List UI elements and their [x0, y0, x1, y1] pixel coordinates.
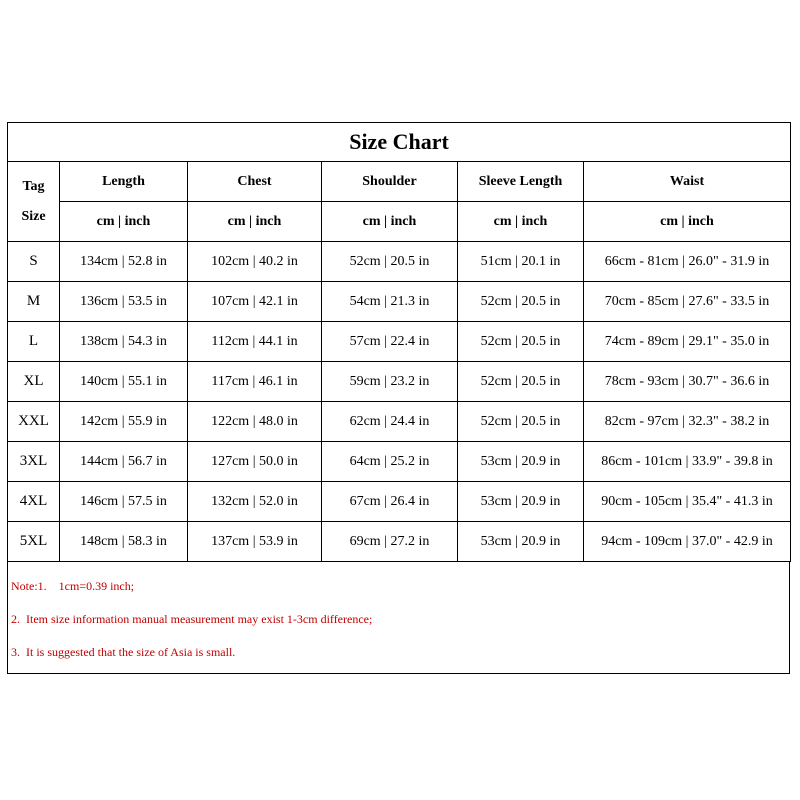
shoulder-cell: 54cm | 21.3 in — [322, 282, 458, 322]
length-cell: 136cm | 53.5 in — [60, 282, 188, 322]
length-cell: 142cm | 55.9 in — [60, 402, 188, 442]
title-row — [8, 123, 791, 162]
sleeve-length-cell: 52cm | 20.5 in — [458, 322, 584, 362]
column-header-length: Length — [60, 162, 188, 202]
size-label: XXL — [8, 402, 60, 442]
unit-label: cm | inch — [60, 202, 188, 242]
shoulder-cell: 62cm | 24.4 in — [322, 402, 458, 442]
length-cell: 138cm | 54.3 in — [60, 322, 188, 362]
unit-label: cm | inch — [188, 202, 322, 242]
waist-cell: 78cm - 93cm | 30.7" - 36.6 in — [584, 362, 791, 402]
sleeve-length-cell: 51cm | 20.1 in — [458, 242, 584, 282]
notes-section — [7, 562, 790, 674]
table-row — [8, 482, 791, 522]
sleeve-length-cell: 52cm | 20.5 in — [458, 402, 584, 442]
table-row — [8, 242, 791, 282]
sleeve-length-cell: 53cm | 20.9 in — [458, 442, 584, 482]
column-header-waist: Waist — [584, 162, 791, 202]
waist-cell: 66cm - 81cm | 26.0" - 31.9 in — [584, 242, 791, 282]
size-chart — [7, 122, 790, 674]
column-header-shoulder: Shoulder — [322, 162, 458, 202]
note-line-2: 2. Item size information manual measurement may exist 1-3cm difference; — [11, 612, 373, 626]
tag-size-header — [8, 162, 60, 242]
size-label: L — [8, 322, 60, 362]
length-cell: 146cm | 57.5 in — [60, 482, 188, 522]
chest-cell: 112cm | 44.1 in — [188, 322, 322, 362]
shoulder-cell: 64cm | 25.2 in — [322, 442, 458, 482]
chest-cell: 117cm | 46.1 in — [188, 362, 322, 402]
tag-header-line2: Size — [21, 208, 46, 224]
waist-cell: 70cm - 85cm | 27.6" - 33.5 in — [584, 282, 791, 322]
chest-cell: 127cm | 50.0 in — [188, 442, 322, 482]
length-cell: 148cm | 58.3 in — [60, 522, 188, 562]
units-row — [8, 202, 791, 242]
sleeve-length-cell: 52cm | 20.5 in — [458, 362, 584, 402]
table-row — [8, 522, 791, 562]
size-label: M — [8, 282, 60, 322]
length-cell: 140cm | 55.1 in — [60, 362, 188, 402]
table-row — [8, 362, 791, 402]
waist-cell: 74cm - 89cm | 29.1" - 35.0 in — [584, 322, 791, 362]
sleeve-length-cell: 52cm | 20.5 in — [458, 282, 584, 322]
sleeve-length-cell: 53cm | 20.9 in — [458, 522, 584, 562]
waist-cell: 82cm - 97cm | 32.3" - 38.2 in — [584, 402, 791, 442]
chest-cell: 137cm | 53.9 in — [188, 522, 322, 562]
shoulder-cell: 52cm | 20.5 in — [322, 242, 458, 282]
length-cell: 144cm | 56.7 in — [60, 442, 188, 482]
note-line-3: 3. It is suggested that the size of Asia is small. — [11, 645, 236, 659]
size-label: XL — [8, 362, 60, 402]
column-header-sleeve-length: Sleeve Length — [458, 162, 584, 202]
table-row — [8, 322, 791, 362]
column-header-chest: Chest — [188, 162, 322, 202]
size-label: 3XL — [8, 442, 60, 482]
size-chart-table — [7, 122, 791, 562]
note-line-1: Note:1. 1cm=0.39 inch; — [11, 579, 135, 593]
chest-cell: 122cm | 48.0 in — [188, 402, 322, 442]
header-row — [8, 162, 791, 202]
shoulder-cell: 57cm | 22.4 in — [322, 322, 458, 362]
waist-cell: 94cm - 109cm | 37.0" - 42.9 in — [584, 522, 791, 562]
size-label: 4XL — [8, 482, 60, 522]
table-row — [8, 282, 791, 322]
size-label: S — [8, 242, 60, 282]
unit-label: cm | inch — [584, 202, 791, 242]
tag-header-line1: Tag — [22, 178, 45, 194]
unit-label: cm | inch — [322, 202, 458, 242]
sleeve-length-cell: 53cm | 20.9 in — [458, 482, 584, 522]
chest-cell: 102cm | 40.2 in — [188, 242, 322, 282]
table-row — [8, 442, 791, 482]
chest-cell: 107cm | 42.1 in — [188, 282, 322, 322]
unit-label: cm | inch — [458, 202, 584, 242]
table-row — [8, 402, 791, 442]
shoulder-cell: 67cm | 26.4 in — [322, 482, 458, 522]
waist-cell: 86cm - 101cm | 33.9" - 39.8 in — [584, 442, 791, 482]
length-cell: 134cm | 52.8 in — [60, 242, 188, 282]
chart-title: Size Chart — [8, 123, 791, 162]
size-label: 5XL — [8, 522, 60, 562]
chest-cell: 132cm | 52.0 in — [188, 482, 322, 522]
waist-cell: 90cm - 105cm | 35.4" - 41.3 in — [584, 482, 791, 522]
shoulder-cell: 69cm | 27.2 in — [322, 522, 458, 562]
shoulder-cell: 59cm | 23.2 in — [322, 362, 458, 402]
